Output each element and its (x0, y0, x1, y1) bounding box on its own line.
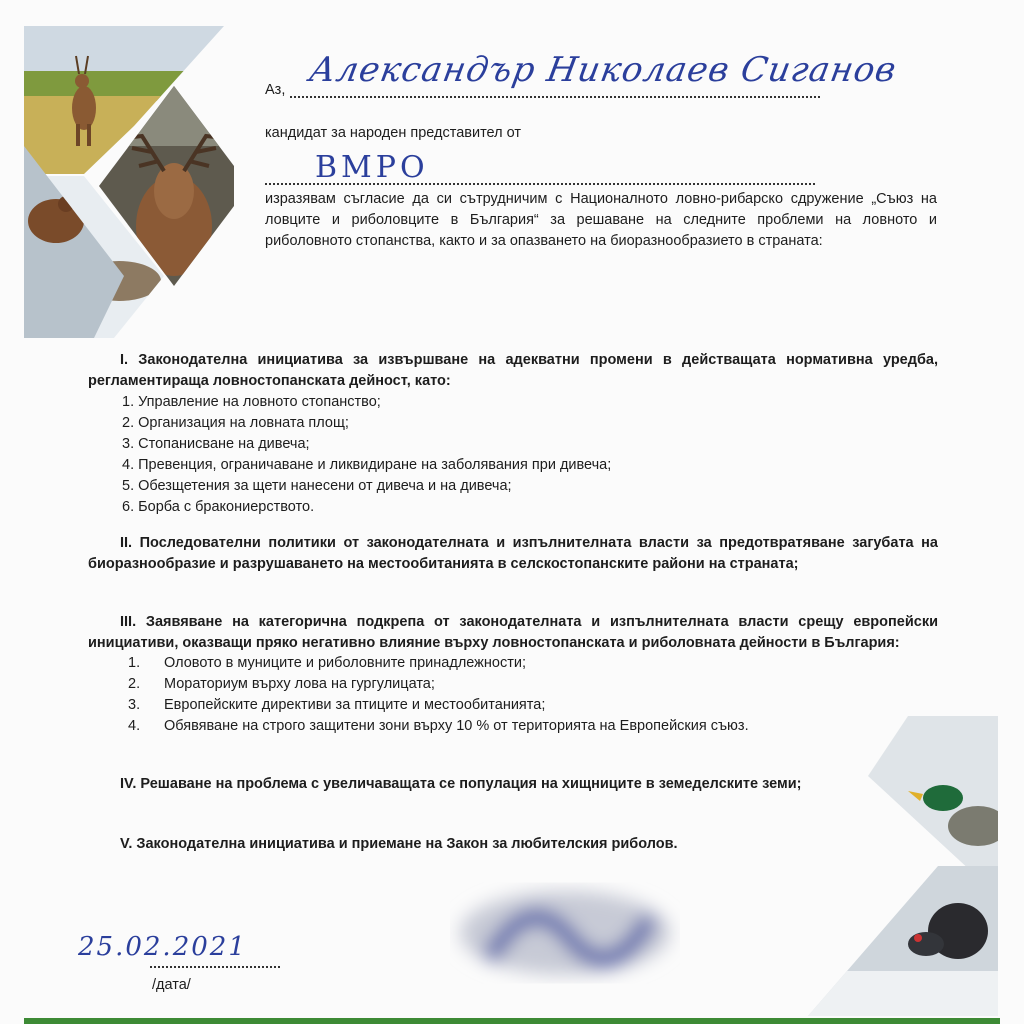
intro-paragraph: изразявам съгласие да си сътрудничим с Националното ловно-рибарско сдружение „Съюз на ловците и риболовците в България“ за решаване на следните проблеми на ловното и риболовното стопанства, както и за опазването на биоразнообразието в страната: (265, 191, 937, 249)
date-line (150, 966, 280, 968)
party-handwritten: ВМРО (315, 150, 429, 185)
wildlife-photo-collage-top (24, 26, 234, 338)
list-item: 3. Европейските директиви за птиците и местообитанията; (128, 697, 546, 713)
signature-redacted-image (450, 878, 680, 988)
section-1-title: I. Законодателна инициатива за извършване на адекватни промени в действащата нормативна уредба, регламентираща ловностопанската дейност, като: (88, 352, 938, 389)
section-3-title: III. Заявяване на категорична подкрепа от законодателната и изпълнителната власти срещу европейски инициативи, оказващи пряко негативно влияние върху ловностопанската и риболовната дейности в България: (88, 614, 938, 651)
list-item: 4. Обявяване на строго защитени зони върху 10 % от територията на Европейския съюз. (128, 718, 749, 734)
section-3-list (128, 653, 749, 737)
name-line (290, 96, 820, 98)
section-5-title: V. Законодателна инициатива и приемане на Закон за любителския риболов. (120, 836, 678, 852)
list-item: 3. Стопанисване на дивеча; (122, 436, 310, 452)
signer-name-handwritten: Александър Николаев Сиганов (306, 50, 900, 90)
list-item: 2. Мораториум върху лова на гургулицата; (128, 676, 435, 692)
date-handwritten: 25.02.2021 (78, 932, 247, 962)
list-item: 1. Управление на ловното стопанство; (122, 394, 381, 410)
declaration-prefix: Аз, (265, 82, 286, 98)
list-item: 1. Оловото в муниците и риболовните принадлежности; (128, 655, 526, 671)
list-item: 2. Организация на ловната площ; (122, 415, 349, 431)
list-item: 6. Борба с бракониерството. (122, 499, 315, 515)
capercaillie-photo (808, 866, 998, 1016)
section-4-title: IV. Решаване на проблема с увеличаващата се популация на хищниците в земеделските земи; (120, 776, 802, 792)
section-2-title: II. Последователни политики от законодателната и изпълнителната власти за предотвратяване загубата на биоразнообразие и разрушаването на местообитанията в селскостопанските райони на страната; (88, 535, 938, 572)
list-item: 4. Превенция, ограничаване и ликвидиране на заболявания при дивеча; (122, 457, 612, 473)
candidate-line: кандидат за народен представител от (265, 125, 522, 141)
date-label: /дата/ (152, 977, 191, 993)
section-1-list (122, 392, 611, 518)
list-item: 5. Обезщетения за щети нанесени от дивеча и на дивеча; (122, 478, 512, 494)
footer-green-bar (24, 1018, 1000, 1024)
party-line (265, 183, 815, 185)
wildlife-photo-collage-bottom (808, 716, 998, 1016)
